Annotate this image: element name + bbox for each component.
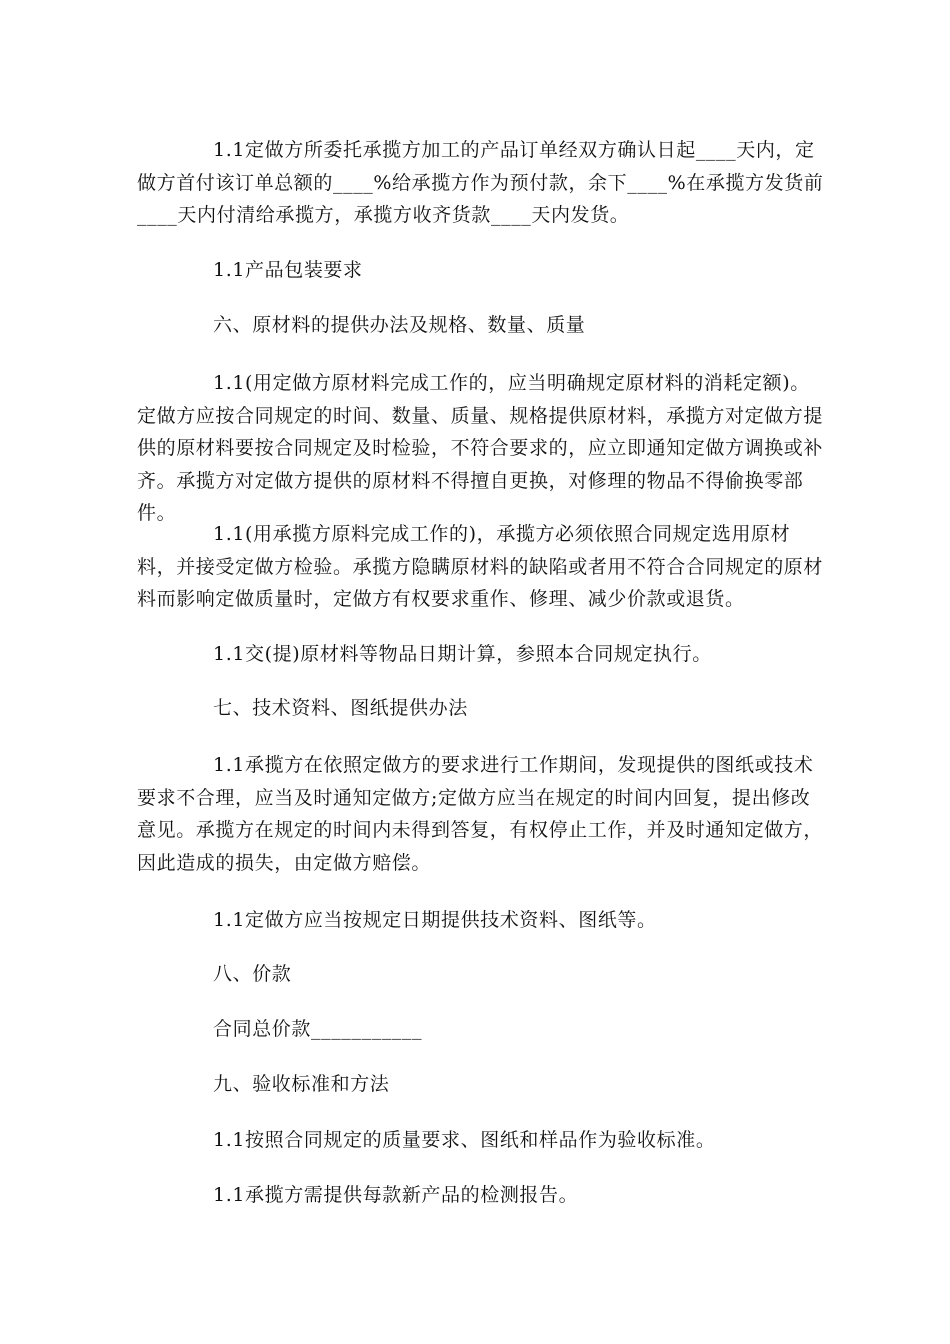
clause-acceptance-standard: 1.1按照合同规定的质量要求、图纸和样品作为验收标准。 [213, 1129, 716, 1151]
section-heading-materials: 六、原材料的提供办法及规格、数量、质量 [213, 314, 586, 336]
clause-packaging: 1.1产品包装要求 [213, 259, 363, 281]
clause-delivery-date: 1.1交(提)原材料等物品日期计算，参照本合同规定执行。 [213, 643, 712, 665]
clause-payment-terms: 1.1定做方所委托承揽方加工的产品订单经双方确认日起____天内，定做方首付该订单总额的____%给承揽方作为预付款，余下____%在承揽方发货前____天内付清给承揽方，承揽方收齐货款____天内发货。 [137, 139, 824, 226]
section-heading-acceptance: 九、验收标准和方法 [213, 1073, 390, 1095]
clause-contractor-materials: 1.1(用承揽方原料完成工作的)，承揽方必须依照合同规定选用原材料，并接受定做方检验。承揽方隐瞒原材料的缺陷或者用不符合合同规定的原材料而影响定做质量时，定做方有权要求重作、修理、减少价款或退货。 [137, 523, 824, 610]
section-heading-price: 八、价款 [213, 963, 292, 985]
clause-customer-materials: 1.1(用定做方原材料完成工作的，应当明确规定原材料的消耗定额)。定做方应按合同规定的时间、数量、质量、规格提供原材料，承揽方对定做方提供的原材料要按合同规定及时检验，不符合要求的，应立即通知定做方调换或补齐。承揽方对定做方提供的原材料不得擅自更换，对修理的物品不得偷换零部件。 [137, 372, 824, 524]
clause-test-report: 1.1承揽方需提供每款新产品的检测报告。 [213, 1184, 579, 1206]
section-heading-technical: 七、技术资料、图纸提供办法 [213, 697, 468, 719]
clause-technical-supply: 1.1定做方应当按规定日期提供技术资料、图纸等。 [213, 909, 657, 931]
total-price-field: 合同总价款___________ [213, 1018, 423, 1040]
clause-drawings-issue: 1.1承揽方在依照定做方的要求进行工作期间，发现提供的图纸或技术要求不合理，应当及时通知定做方;定做方应当在规定的时间内回复，提出修改意见。承揽方在规定的时间内未得到答复，有权停止工作，并及时通知定做方，因此造成的损失，由定做方赔偿。 [137, 754, 824, 874]
